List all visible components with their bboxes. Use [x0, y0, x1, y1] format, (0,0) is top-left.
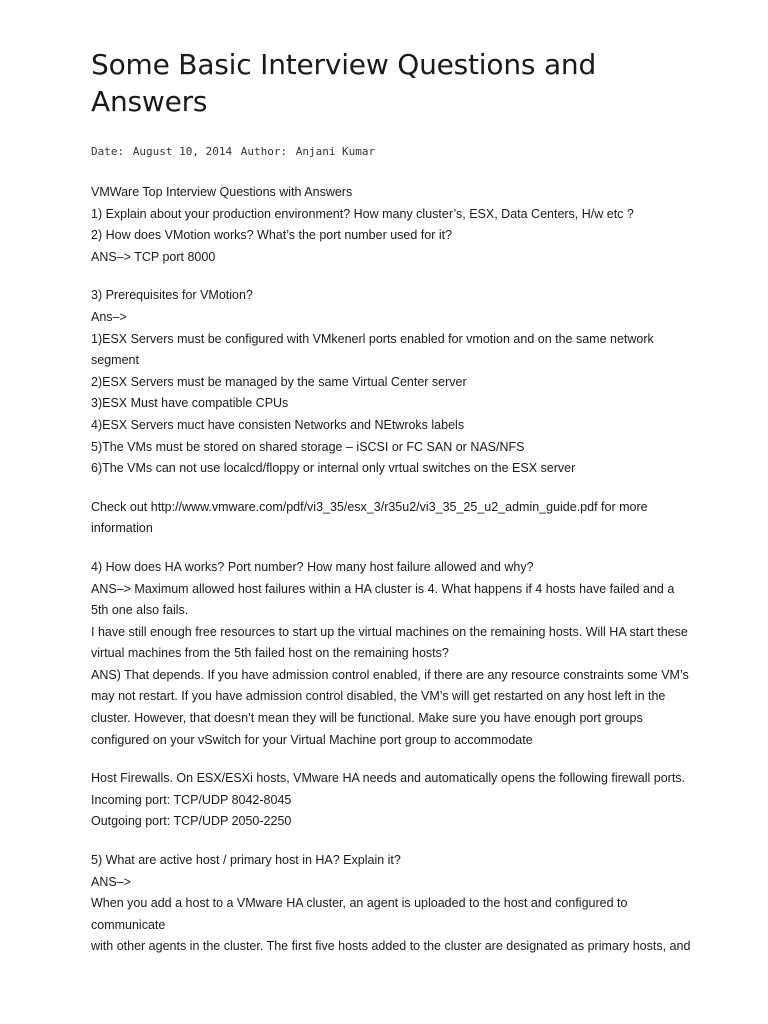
text-line: with other agents in the cluster. The first five hosts added to the cluster are designated as primary hosts, and: [91, 939, 691, 954]
paragraph: [91, 557, 691, 751]
text-line: ANS) That depends. If you have admission control enabled, if there are any resource constraints some VM’s may not restart. If you have admission control disabled, the VM’s will get restarted on any host left in the cluster. However, that doesn’t mean they will be functional. Make sure you have enough port groups configured on your vSwitch for your Virtual Machine port group to accommodate: [91, 667, 689, 747]
text-line: 6)The VMs can not use localcd/floppy or internal only vrtual switches on the ESX server: [91, 461, 576, 476]
author-value: Anjani Kumar: [295, 145, 376, 158]
page-title-line-1: Some Basic Interview Questions and: [91, 48, 597, 81]
text-line: 4)ESX Servers muct have consisten Networks and NEtwroks labels: [91, 417, 465, 432]
text-line: 3) Prerequisites for VMotion?: [91, 288, 253, 303]
text-line: ANS–> TCP port 8000: [91, 249, 216, 264]
date-value: August 10, 2014: [132, 145, 233, 158]
text-line: Check out http://www.vmware.com/pdf/vi3_35/esx_3/r35u2/vi3_35_25_u2_admin_guide.pdf for more information: [91, 499, 648, 536]
text-line: VMWare Top Interview Questions with Answers: [91, 185, 353, 199]
text-line: 4) How does HA works? Port number? How many host failure allowed and why?: [91, 559, 534, 574]
paragraph: [91, 768, 691, 833]
text-line: ANS–> Maximum allowed host failures within a HA cluster is 4. What happens if 4 hosts have failed and a 5th one also fails.: [91, 581, 675, 618]
page-title: [91, 46, 691, 120]
article-body: [91, 182, 691, 958]
text-line: Ans–>: [91, 309, 127, 324]
text-line: 5) What are active host / primary host in HA? Explain it?: [91, 853, 401, 868]
author-label: Author:: [240, 145, 288, 158]
text-line: Outgoing port: TCP/UDP 2050-2250: [91, 814, 292, 829]
text-line: I have still enough free resources to start up the virtual machines on the remaining hosts. Will HA start these virtual machines from the 5th failed host on the remaining hosts?: [91, 624, 688, 661]
text-line: 1) Explain about your production environment? How many cluster’s, ESX, Data Centers, H/w etc ?: [91, 206, 634, 221]
page-title-line-2: Answers: [91, 85, 208, 118]
text-line: 1)ESX Servers must be configured with VMkenerl ports enabled for vmotion and on the same network segment: [91, 331, 654, 368]
paragraph: [91, 182, 691, 268]
text-line: 2)ESX Servers must be managed by the same Virtual Center server: [91, 374, 467, 389]
text-line: 3)ESX Must have compatible CPUs: [91, 396, 289, 411]
text-line: 5)The VMs must be stored on shared storage – iSCSI or FC SAN or NAS/NFS: [91, 439, 525, 454]
paragraph: [91, 850, 691, 958]
text-line: Incoming port: TCP/UDP 8042-8045: [91, 792, 292, 807]
text-line: 2) How does VMotion works? What’s the port number used for it?: [91, 228, 453, 243]
article: [91, 46, 691, 975]
date-label: Date:: [91, 145, 125, 158]
text-line: ANS–>: [91, 874, 131, 889]
text-line: When you add a host to a VMware HA cluster, an agent is uploaded to the host and configured to communicate: [91, 896, 628, 932]
text-line: Host Firewalls. On ESX/ESXi hosts, VMware HA needs and automatically opens the following firewall ports.: [91, 771, 686, 786]
paragraph: [91, 497, 691, 540]
article-meta: [91, 144, 691, 160]
paragraph: [91, 285, 691, 479]
